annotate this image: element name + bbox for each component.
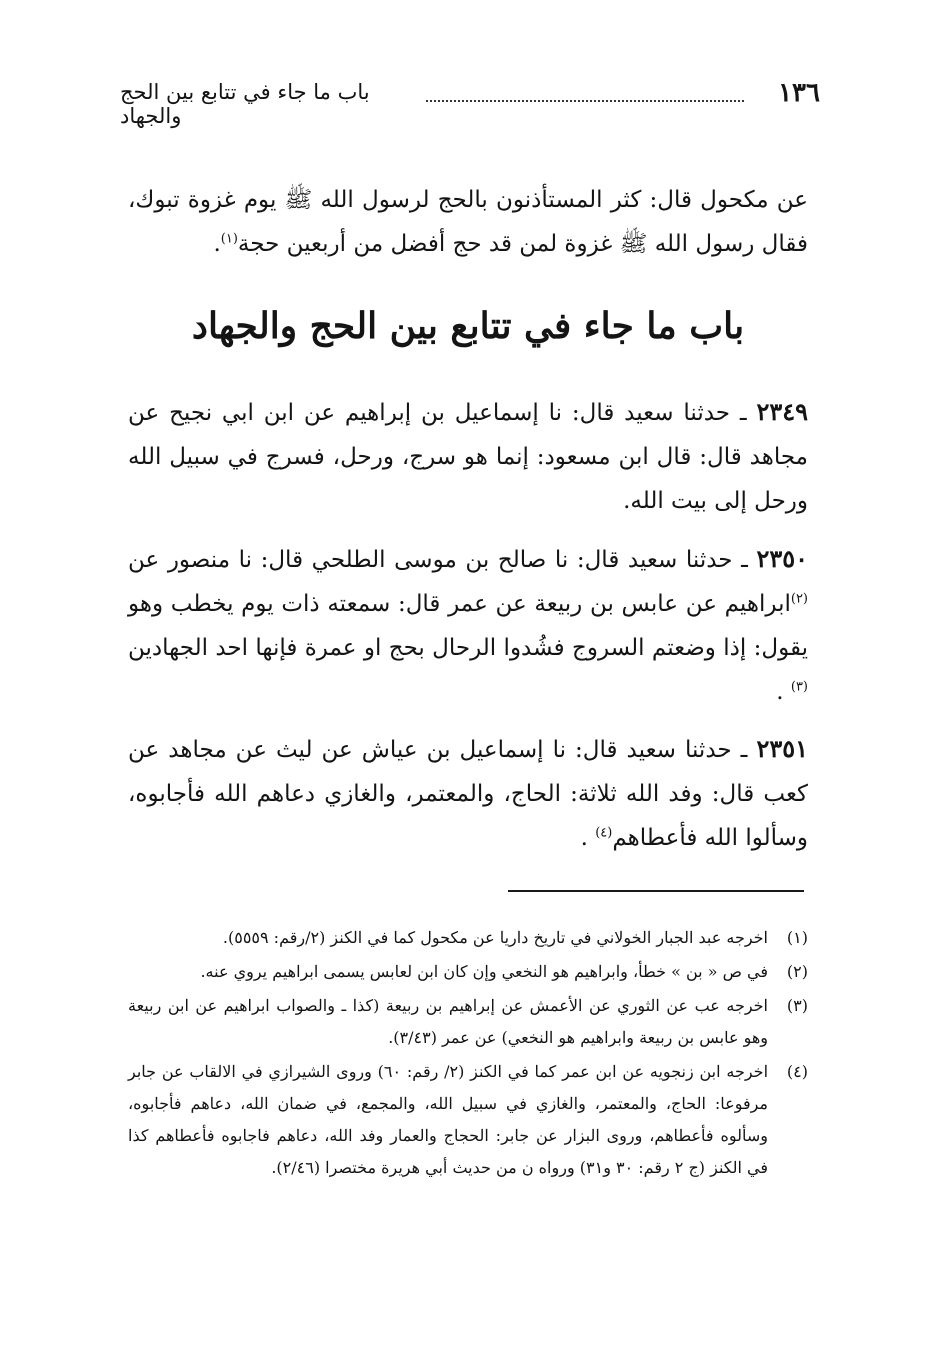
footnote-text: اخرجه عب عن الثوري عن الأعمش عن إبراهيم بن ربيعة (كذا ـ والصواب ابراهيم عن ابن ربيعة وهو عابس بن ربيعة وابراهيم هو النخعي) عن عمر (٣/٤٣). bbox=[128, 996, 768, 1047]
running-header bbox=[120, 78, 820, 128]
footnote-number: (٤) bbox=[786, 1062, 808, 1081]
hadith-end: . bbox=[776, 679, 784, 705]
footnote-separator bbox=[508, 890, 804, 892]
footnote-ref-3: (٣) bbox=[790, 679, 808, 695]
header-dotted-leader bbox=[426, 100, 744, 102]
footnote-ref-1: (١) bbox=[220, 231, 238, 247]
hadith-end: . bbox=[580, 825, 588, 851]
intro-text: عن مكحول قال: كثر المستأذنون بالحج لرسول الله ﷺ يوم غزوة تبوك، فقال رسول الله ﷺ غزوة لمن قد حج أفضل من أربعين حجة bbox=[128, 187, 808, 257]
hadith-number: ٢٣٥١ bbox=[756, 734, 808, 763]
intro-end: . bbox=[213, 231, 221, 257]
hadith-text: ـ حدثنا سعيد قال: نا إسماعيل بن عياش عن ليث عن مجاهد عن كعب قال: وفد الله ثلاثة: الحاج، والمعتمر، والغازي دعاهم الله فأجابوه، وسألوا الله فأعطاهم bbox=[128, 737, 808, 851]
footnote-ref-2: (٢) bbox=[790, 591, 808, 607]
footnote-text: في ص « بن » خطأ، وابراهيم هو النخعي وإن كان ابن لعابس يسمى ابراهيم يروي عنه. bbox=[200, 962, 768, 981]
hadith-text: ـ حدثنا سعيد قال: نا إسماعيل بن إبراهيم عن ابن ابي نجيح عن مجاهد قال: قال ابن مسعود: إنما هو سرج، ورحل، فسرج في سبيل الله ورحل إلى بيت الله. bbox=[128, 400, 808, 514]
hadith-text-part-a: ـ حدثنا سعيد قال: نا صالح بن موسى الطلحي قال: نا منصور عن bbox=[128, 547, 748, 573]
hadith-text-part-b: ابراهيم عن عابس بن ربيعة عن عمر قال: سمعته ذات يوم يخطب وهو يقول: إذا وضعتم السروج فشُدوا الرحال بحج او عمرة فإنها احد الجهادين bbox=[128, 591, 808, 661]
footnote-number: (١) bbox=[786, 928, 808, 947]
footnote-2 bbox=[128, 956, 808, 988]
hadith-2351 bbox=[128, 727, 808, 860]
page-number: ١٣٦ bbox=[778, 78, 820, 108]
footnote-4 bbox=[128, 1056, 808, 1184]
footnote-1 bbox=[128, 922, 808, 954]
hadith-number: ٢٣٤٩ bbox=[756, 397, 808, 426]
hadith-number: ٢٣٥٠ bbox=[756, 544, 808, 573]
hadith-2349 bbox=[128, 390, 808, 523]
footnote-text: اخرجه ابن زنجويه عن ابن عمر كما في الكنز (٢/ رقم: ٦٠) وروى الشيرازي في الالقاب عن جابر مرفوعا: الحاج، والمعتمر، والغازي في سبيل الله، والمجمع، في ضمان الله، دعاهم فأجابوه، وسألوه فأعطاهم، وروى البزار عن جابر: الحجاج والعمار وفد الله، دعاهم فاجابوه فأعطاهم كذا في الكنز (ج ٢ رقم: ٣٠ و٣١) ورواه ن من حديث أبي هريرة مختصرا (٢/٤٦). bbox=[128, 1062, 769, 1177]
chapter-title: باب ما جاء في تتابع بين الحج والجهاد bbox=[191, 305, 745, 347]
footnote-3 bbox=[128, 990, 808, 1054]
footnotes bbox=[128, 922, 808, 1186]
footnote-number: (٣) bbox=[786, 996, 808, 1015]
footnote-ref-4: (٤) bbox=[595, 825, 613, 841]
footnote-text: اخرجه عبد الجبار الخولاني في تاريخ داريا عن مكحول كما في الكنز (٢/رقم: ٥٥٥٩). bbox=[222, 928, 768, 947]
running-title: باب ما جاء في تتابع بين الحج والجهاد bbox=[120, 80, 370, 128]
intro-paragraph bbox=[128, 178, 808, 266]
hadith-2350 bbox=[128, 537, 808, 714]
footnote-number: (٢) bbox=[786, 962, 808, 981]
